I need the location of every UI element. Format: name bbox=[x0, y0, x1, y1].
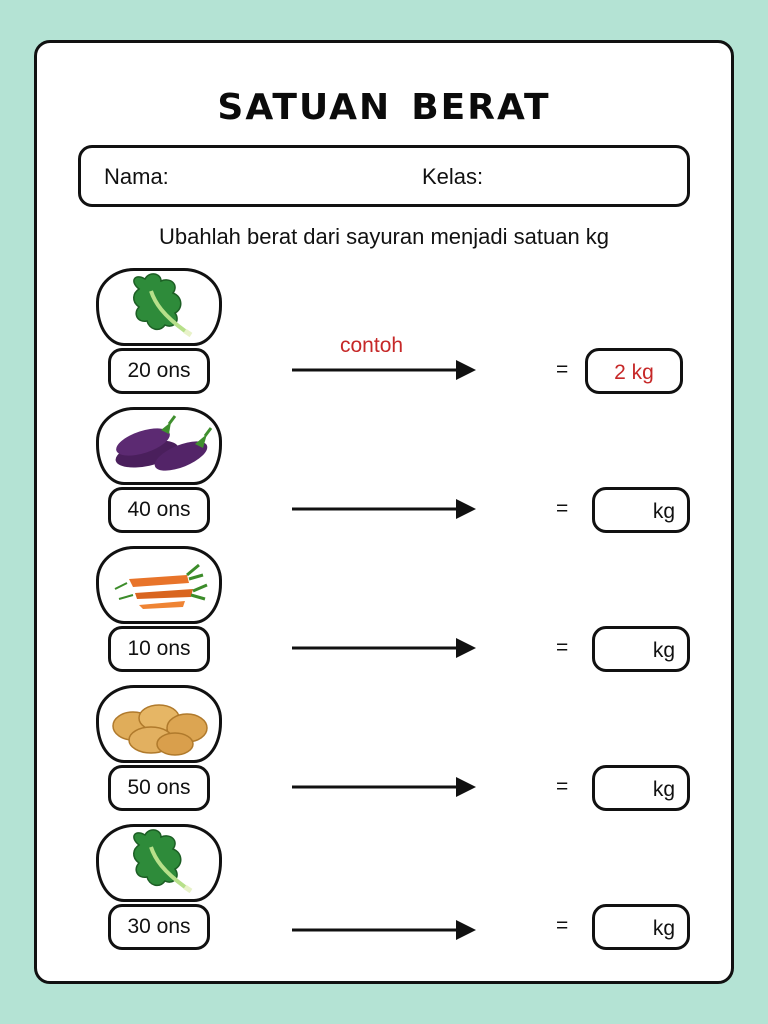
equals-sign: = bbox=[556, 636, 569, 659]
exercise-row bbox=[0, 685, 768, 825]
unit-label: kg bbox=[652, 639, 675, 662]
arrow-icon bbox=[292, 775, 478, 799]
class-label: Kelas: bbox=[422, 164, 484, 189]
weight-box: 30 ons bbox=[108, 904, 210, 950]
equals-sign: = bbox=[556, 775, 569, 798]
vegetable-bowl bbox=[96, 824, 222, 902]
name-label: Nama: bbox=[104, 164, 169, 189]
arrow-icon bbox=[292, 358, 478, 382]
vegetable-bowl bbox=[96, 685, 222, 763]
exercise-row bbox=[0, 546, 768, 686]
exercise-row bbox=[0, 268, 768, 408]
potato-icon bbox=[99, 688, 219, 760]
lettuce-icon bbox=[99, 827, 219, 899]
answer-box[interactable] bbox=[592, 904, 690, 950]
arrow-icon bbox=[292, 918, 478, 942]
arrow-icon bbox=[292, 497, 478, 521]
lettuce-icon bbox=[99, 271, 219, 343]
answer-box[interactable] bbox=[585, 348, 683, 394]
eggplant-icon bbox=[99, 410, 219, 482]
unit-label: kg bbox=[652, 778, 675, 801]
answer-box[interactable] bbox=[592, 487, 690, 533]
unit-label: kg bbox=[652, 917, 675, 940]
exercise-row bbox=[0, 407, 768, 547]
equals-sign: = bbox=[556, 914, 569, 937]
weight-box: 20 ons bbox=[108, 348, 210, 394]
unit-label: kg bbox=[652, 500, 675, 523]
example-label: contoh bbox=[340, 334, 404, 357]
vegetable-bowl bbox=[96, 268, 222, 346]
page-title: satuan berat bbox=[217, 72, 551, 132]
answer-box[interactable] bbox=[592, 765, 690, 811]
arrow-icon bbox=[292, 636, 478, 660]
vegetable-bowl bbox=[96, 546, 222, 624]
exercise-row bbox=[0, 824, 768, 964]
weight-box: 40 ons bbox=[108, 487, 210, 533]
vegetable-bowl bbox=[96, 407, 222, 485]
equals-sign: = bbox=[556, 497, 569, 520]
answer-value: 2 kg bbox=[614, 361, 654, 384]
weight-box: 50 ons bbox=[108, 765, 210, 811]
student-info-box bbox=[78, 145, 690, 207]
instruction-text: Ubahlah berat dari sayuran menjadi satuan kg bbox=[158, 224, 610, 249]
carrot-icon bbox=[99, 549, 219, 621]
weight-box: 10 ons bbox=[108, 626, 210, 672]
answer-box[interactable] bbox=[592, 626, 690, 672]
equals-sign: = bbox=[556, 358, 569, 381]
